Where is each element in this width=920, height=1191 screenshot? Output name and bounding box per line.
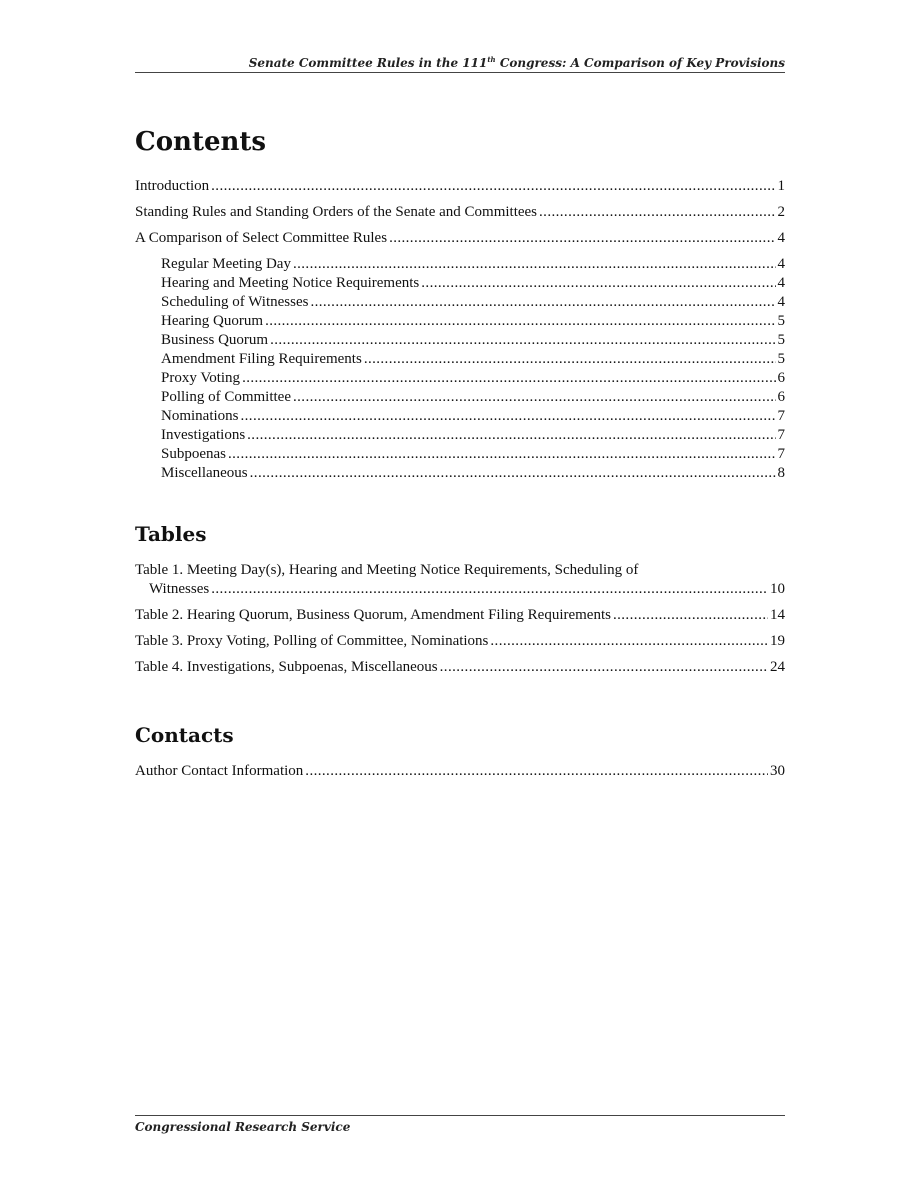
toc-entry-introduction[interactable]: Introduction ..... 1	[135, 177, 785, 196]
page-number: 6	[777, 389, 785, 405]
running-header-superscript: th	[487, 55, 496, 64]
toc-entry-standing-rules[interactable]: Standing Rules and Standing Orders of the Senate and Committees ..... 2	[135, 203, 785, 222]
toc-subentry-hearing-quorum[interactable]: Hearing Quorum ..... 5	[135, 312, 785, 331]
page-number: 5	[777, 351, 785, 367]
page-number: 7	[777, 408, 785, 424]
tables-heading: Tables	[135, 522, 207, 546]
page-number: 5	[777, 313, 785, 329]
page-number: 10	[770, 581, 785, 597]
page-number: 14	[770, 607, 785, 623]
page-number: 2	[777, 204, 785, 220]
toc-subentry-miscellaneous[interactable]: Miscellaneous ..... 8	[135, 464, 785, 483]
page-number: 6	[777, 370, 785, 386]
running-header-text: Senate Committee Rules in the 111	[248, 56, 488, 70]
toc-subentry-scheduling-witnesses[interactable]: Scheduling of Witnesses ..... 4	[135, 293, 785, 312]
toc-entry-author-contact[interactable]: Author Contact Information ..... 30	[135, 762, 785, 781]
toc-entry-comparison[interactable]: A Comparison of Select Committee Rules ..... 4	[135, 229, 785, 248]
toc-subentry-business-quorum[interactable]: Business Quorum ..... 5	[135, 331, 785, 350]
toc-subentry-nominations[interactable]: Nominations ..... 7	[135, 407, 785, 426]
page-number: 5	[777, 332, 785, 348]
footer-text: Congressional Research Service	[135, 1120, 351, 1134]
toc-subentry-polling[interactable]: Polling of Committee ..... 6	[135, 388, 785, 407]
toc-entry-table-3[interactable]: Table 3. Proxy Voting, Polling of Committee, Nominations ..... 19	[135, 632, 785, 651]
toc-entry-table-4[interactable]: Table 4. Investigations, Subpoenas, Miscellaneous ..... 24	[135, 658, 785, 677]
toc-subentry-amendment-filing[interactable]: Amendment Filing Requirements ..... 5	[135, 350, 785, 369]
toc-subentry-proxy-voting[interactable]: Proxy Voting ..... 6	[135, 369, 785, 388]
header-rule	[135, 72, 785, 73]
running-header-text-end: Congress: A Comparison of Key Provisions	[495, 56, 785, 70]
page-number: 4	[777, 275, 785, 291]
toc-entry-table-1[interactable]: Table 1. Meeting Day(s), Hearing and Meeting Notice Requirements, Scheduling of Witnesses ..... 10	[135, 561, 785, 599]
page-number: 7	[777, 446, 785, 462]
toc-subentry-regular-meeting-day[interactable]: Regular Meeting Day ..... 4	[135, 255, 785, 274]
page-number: 7	[777, 427, 785, 443]
toc-subentry-notice-requirements[interactable]: Hearing and Meeting Notice Requirements ..... 4	[135, 274, 785, 293]
table-of-contents	[135, 124, 785, 788]
running-header	[135, 56, 785, 70]
page-number: 1	[777, 178, 785, 194]
page-number: 4	[777, 256, 785, 272]
page-number: 4	[777, 294, 785, 310]
page-number: 30	[770, 763, 785, 779]
page-number: 8	[777, 465, 785, 481]
page-number: 19	[770, 633, 785, 649]
contacts-heading: Contacts	[135, 723, 234, 747]
contents-heading: Contents	[135, 127, 267, 157]
footer-rule	[135, 1115, 785, 1116]
toc-subentry-subpoenas[interactable]: Subpoenas ..... 7	[135, 445, 785, 464]
toc-subentry-investigations[interactable]: Investigations ..... 7	[135, 426, 785, 445]
page-number: 24	[770, 659, 785, 675]
toc-entry-table-2[interactable]: Table 2. Hearing Quorum, Business Quorum, Amendment Filing Requirements ..... 14	[135, 606, 785, 625]
page-number: 4	[777, 230, 785, 246]
